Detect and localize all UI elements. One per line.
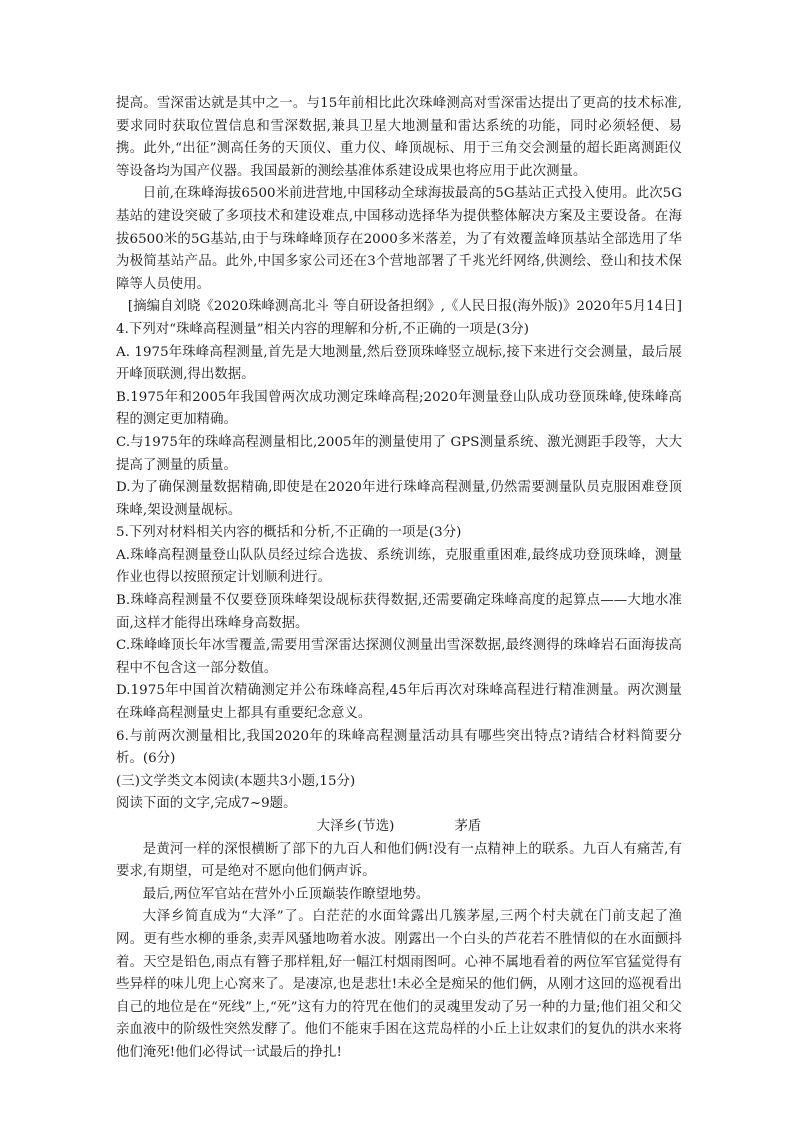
passage-paragraph: 是黄河一样的深恨横断了部下的九百人和他们俩!没有一点精神上的联系。九百人有痛苦,有要求,有期望，可是绝对不愿向他们俩声诉。 xyxy=(116,841,682,880)
question-stem: 5.下列对材料相关内容的概括和分析,不正确的一项是(3分) xyxy=(116,525,462,541)
section-instruction: 阅读下面的文字,完成7~9题。 xyxy=(116,796,297,812)
passage-paragraph: 提高。雪深雷达就是其中之一。与15年前相比此次珠峰测高对雪深雷达提出了更高的技术标准,要求同时获取位置信息和雪深数据,兼具卫星大地测量和雷达系统的功能，同时必须轻便、易携。此外,“出征”测高任务的天顶仪、重力仪、峰顶觇标、用于三角交会测量的超长距离测距仪等设备均为国产仪器。我国最新的测绘基准体系建设成果也将应用于此次测量。 xyxy=(116,96,682,179)
answer-option: C.与1975年的珠峰高程测量相比,2005年的测量使用了 GPS测量系统、激光测距手段等，大大提高了测量的质量。 xyxy=(116,434,682,473)
section-heading: (三)文学类文本阅读(本题共3小题,15分) xyxy=(116,773,356,789)
passage-paragraph: 日前,在珠峰海拔6500米前进营地,中国移动全球海拔最高的5G基站正式投入使用。此次5G基站的建设突破了多项技术和建设难点,中国移动选择华为提供整体解决方案及主要设备。在海拔6500米的5G基站,由于与珠峰峰顶存在2000多米落差，为了有效覆盖峰顶基站全部选用了华为极简基站产品。此外,中国多家公司还在3个营地部署了千兆光纤网络,供测绘、登山和技术保障等人员使用。 xyxy=(116,186,682,292)
answer-option: A. 1975年珠峰高程测量,首先是大地测量,然后登顶珠峰竖立觇标,接下来进行交会测量，最后展开峰顶联测,得出数据。 xyxy=(116,344,682,383)
answer-option: B.珠峰高程测量不仅要登顶珠峰架设觇标获得数据,还需要确定珠峰高度的起算点——大地水准面,这样才能得出珠峰身高数据。 xyxy=(116,593,682,631)
question-stem: 4.下列对“珠峰高程测量”相关内容的理解和分析,不正确的一项是(3分) xyxy=(116,321,529,337)
answer-option: A.珠峰高程测量登山队队员经过综合选拔、系统训练，克服重重困难,最终成功登顶珠峰，测量作业也得以按照预定计划顺利进行。 xyxy=(116,547,682,586)
answer-option: D.1975年中国首次精确测定并公布珠峰高程,45年后再次对珠峰高程进行精准测量。两次测量在珠峰高程测量史上都具有重要纪念意义。 xyxy=(116,683,682,722)
question-stem: 6.与前两次测量相比,我国2020年的珠峰高程测量活动具有哪些突出特点?请结合材料简要分析。(6分) xyxy=(116,728,682,767)
work-title-line xyxy=(116,816,682,839)
answer-option: D.为了确保测量数据精确,即使是在2020年进行珠峰高程测量,仍然需要测量队员克服困难登顶珠峰,架设测量觇标。 xyxy=(116,480,682,518)
source-citation: [摘编自刘晓《2020珠峰测高北斗 等自研设备担纲》,《人民日报(海外版)》2020年5月14日] xyxy=(127,299,682,315)
answer-option: B.1975年和2005年我国曾两次成功测定珠峰高程;2020年测量登山队成功登顶珠峰,使珠峰高程的测定更加精确。 xyxy=(116,389,682,428)
work-author: 茅盾 xyxy=(454,819,482,834)
passage-paragraph: 大泽乡简直成为“大泽”了。白茫茫的水面耸露出几簇茅屋,三两个村夫就在门前支起了渔网。更有些水柳的垂条,卖弄风骚地吻着水波。刚露出一个白头的芦花若不胜情似的在水面颤抖着。天空是铅色,雨点有簪子那样粗,好一幅江村烟雨图呵。心神不属地看着的两位军官猛觉得有些异样的味儿兜上心窝来了。是凄凉,也是悲壮!未必全是痴呆的他们俩，从刚才这回的巡视看出自己的地位是在“死线”上,“死”这有力的符咒在他们的灵魂里发动了另一种的力量;他们祖父和父亲血液中的阶级性突然发酵了。他们不能束手困在这荒岛样的小丘上让奴隶们的复仇的洪水来将他们淹死!他们必得试一试最后的挣扎! xyxy=(116,909,682,1060)
work-title: 大泽乡(节选) xyxy=(316,819,395,834)
passage-paragraph: 最后,两位军官站在营外小丘顶巅装作瞭望地势。 xyxy=(142,886,430,902)
answer-option: C.珠峰峰顶长年冰雪覆盖,需要用雪深雷达探测仪测量出雪深数据,最终测得的珠峰岩石面海拔高程中不包含这一部分数值。 xyxy=(116,638,682,676)
page-content xyxy=(116,93,682,1065)
